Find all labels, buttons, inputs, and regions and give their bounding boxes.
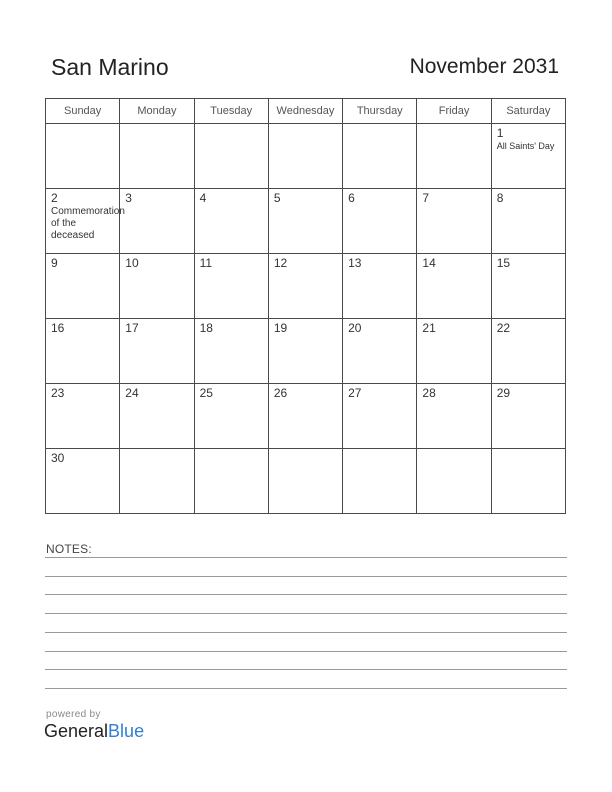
day-event (120, 127, 193, 128)
day-number: 13 (348, 256, 362, 270)
day-event (417, 270, 490, 271)
day-number: 29 (496, 386, 511, 400)
day-cell (120, 189, 194, 254)
day-cell (46, 449, 120, 514)
day-event (417, 205, 490, 206)
notes-line (45, 688, 567, 689)
week-row-6 (46, 449, 566, 514)
day-number: 21 (422, 321, 436, 335)
day-number: 22 (496, 321, 511, 335)
day-cell (120, 384, 194, 449)
notes-line (45, 557, 567, 558)
weekday-monday: Monday (120, 99, 194, 124)
day-event (120, 270, 193, 271)
notes-line (45, 613, 567, 614)
holiday-label: Commemoration of the deceased (51, 206, 125, 241)
day-cell (491, 449, 565, 514)
day-cell (46, 254, 120, 319)
day-event (120, 400, 193, 401)
day-event (120, 335, 193, 336)
day-cell (343, 189, 417, 254)
day-cell (417, 449, 491, 514)
day-cell (417, 124, 491, 189)
day-event (417, 335, 490, 336)
notes-line (45, 632, 567, 633)
day-number: 17 (125, 321, 139, 335)
holiday-label: All Saints' Day (496, 141, 555, 151)
notes-line (45, 594, 567, 595)
notes-line (45, 576, 567, 577)
day-number: 1 (496, 126, 504, 140)
day-cell (120, 124, 194, 189)
day-event (120, 452, 193, 453)
week-row-3 (46, 254, 566, 319)
day-number: 14 (422, 256, 436, 270)
day-event (269, 270, 342, 271)
day-event (343, 452, 416, 453)
weekday-header-row (46, 99, 566, 124)
day-event (195, 270, 268, 271)
day-cell (194, 384, 268, 449)
generalblue-logo (44, 721, 144, 742)
day-cell (46, 384, 120, 449)
weekday-tuesday: Tuesday (194, 99, 268, 124)
day-cell (268, 384, 342, 449)
day-event (269, 127, 342, 128)
day-number: 15 (496, 256, 511, 270)
week-row-1 (46, 124, 566, 189)
calendar-country-title: San Marino (51, 54, 169, 80)
day-cell (343, 254, 417, 319)
day-cell (120, 319, 194, 384)
day-event (195, 400, 268, 401)
day-cell (120, 449, 194, 514)
day-number: 30 (51, 451, 65, 465)
day-cell (417, 319, 491, 384)
day-number: 18 (199, 321, 213, 335)
powered-by-label: powered by (46, 709, 101, 720)
day-cell (491, 319, 565, 384)
day-cell (194, 124, 268, 189)
day-number: 2 (51, 191, 58, 205)
day-cell (417, 384, 491, 449)
day-number: 5 (273, 191, 281, 205)
day-cell (120, 254, 194, 319)
day-number: 3 (125, 191, 132, 205)
day-event (492, 205, 565, 206)
brand-general-text: General (44, 721, 109, 741)
day-cell (491, 189, 565, 254)
day-cell (268, 319, 342, 384)
day-cell (491, 124, 565, 189)
day-number: 16 (51, 321, 65, 335)
day-event (269, 400, 342, 401)
day-event (46, 400, 119, 401)
day-cell (343, 449, 417, 514)
day-event (343, 400, 416, 401)
day-event (343, 335, 416, 336)
day-cell (46, 124, 120, 189)
day-cell (417, 189, 491, 254)
day-number: 26 (273, 386, 288, 400)
day-cell (194, 254, 268, 319)
day-number: 7 (422, 191, 430, 205)
weekday-sunday: Sunday (46, 99, 120, 124)
weekday-saturday: Saturday (491, 99, 565, 124)
day-event (269, 335, 342, 336)
day-cell (194, 319, 268, 384)
day-event (195, 205, 268, 206)
day-number: 10 (125, 256, 139, 270)
day-cell (491, 254, 565, 319)
day-number: 24 (125, 386, 139, 400)
day-event (269, 452, 342, 453)
day-cell (46, 319, 120, 384)
day-event (46, 335, 119, 336)
day-event (492, 452, 565, 453)
day-cell (268, 189, 342, 254)
weekday-friday: Friday (417, 99, 491, 124)
day-number: 4 (199, 191, 207, 205)
day-number: 19 (273, 321, 288, 335)
day-event (492, 400, 565, 401)
day-cell (268, 449, 342, 514)
notes-line (45, 651, 567, 652)
day-cell (491, 384, 565, 449)
day-event (269, 205, 342, 206)
day-cell (343, 384, 417, 449)
day-cell (194, 189, 268, 254)
day-number: 6 (348, 191, 355, 205)
week-row-4 (46, 319, 566, 384)
day-event (46, 270, 119, 271)
calendar-month-title: November 2031 (409, 55, 559, 78)
day-number: 12 (273, 256, 288, 270)
day-cell (417, 254, 491, 319)
notes-label: NOTES: (46, 542, 92, 556)
week-row-5 (46, 384, 566, 449)
day-event (417, 127, 490, 128)
notes-line (45, 669, 567, 670)
calendar-grid (45, 98, 566, 514)
day-cell (268, 254, 342, 319)
day-event (343, 205, 416, 206)
weekday-thursday: Thursday (343, 99, 417, 124)
day-cell (194, 449, 268, 514)
day-event (120, 205, 193, 206)
day-event (195, 127, 268, 128)
day-event (46, 127, 119, 128)
day-cell (46, 189, 125, 254)
day-event (195, 335, 268, 336)
day-event (343, 270, 416, 271)
day-number: 28 (422, 386, 436, 400)
day-event (195, 452, 268, 453)
day-event (46, 465, 119, 466)
day-cell (268, 124, 342, 189)
day-event (417, 400, 490, 401)
day-number: 8 (496, 191, 504, 205)
day-event (417, 452, 490, 453)
day-number: 9 (51, 256, 58, 270)
week-row-2 (46, 189, 566, 254)
day-event (343, 127, 416, 128)
weekday-wednesday: Wednesday (268, 99, 342, 124)
day-number: 23 (51, 386, 65, 400)
day-event (492, 335, 565, 336)
day-number: 20 (348, 321, 362, 335)
day-number: 25 (199, 386, 213, 400)
day-number: 27 (348, 386, 362, 400)
brand-blue-text: Blue (108, 721, 145, 741)
day-event (492, 270, 565, 271)
day-cell (343, 124, 417, 189)
day-number: 11 (199, 256, 213, 270)
day-cell (343, 319, 417, 384)
